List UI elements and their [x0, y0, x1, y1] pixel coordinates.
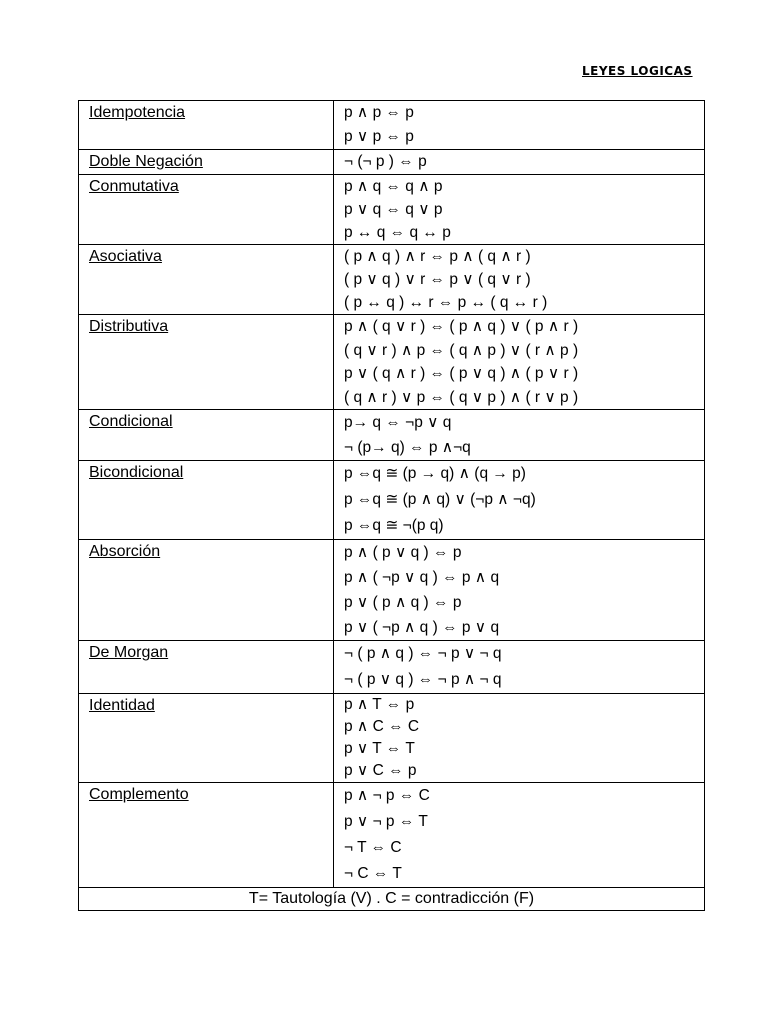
law-rule: p ∨ ( ¬p ∧ q ) ⇔ p ∨ q [344, 619, 500, 636]
law-rule: p ∧ p ⇔ p [344, 104, 414, 121]
law-row [79, 461, 705, 540]
law-rule: p ∧ T ⇔ p [344, 696, 415, 713]
law-name-cell [79, 150, 334, 175]
law-rule: p ∨ q ⇔ q ∨ p [344, 201, 443, 218]
law-rule: p ∧ ( q ∨ r ) ⇔ ( p ∧ q ) ∨ ( p ∧ r ) [344, 318, 579, 335]
footer-row [79, 888, 705, 911]
law-rule: p ∨ T ⇔ T [344, 740, 415, 757]
law-name-cell [79, 101, 334, 150]
footer-note: T= Tautología (V) . C = contradicción (F) [79, 888, 705, 911]
law-rule: ( p ↔ q ) ↔ r ⇔ p ↔ ( q ↔ r ) [344, 294, 548, 311]
law-name-cell [79, 315, 334, 410]
law-rule: ¬ (¬ p ) ⇔ p [344, 153, 427, 170]
laws-table [78, 100, 705, 911]
law-rule: p ⇔q ≅ (p ∧ q) ∨ (¬p ∧ ¬q) [344, 491, 536, 508]
law-rules-cell [334, 461, 705, 540]
law-rule: ¬ (p→ q) ⇔ p ∧¬q [344, 439, 471, 456]
law-name-cell [79, 461, 334, 540]
law-name: Complemento [89, 786, 189, 803]
law-rules-cell [334, 783, 705, 888]
law-name-cell [79, 175, 334, 245]
law-rules-cell [334, 150, 705, 175]
law-rule: p ∧ ¬ p ⇔ C [344, 787, 430, 804]
law-rule: p ∨ ¬ p ⇔ T [344, 813, 428, 830]
law-row [79, 694, 705, 783]
law-rule: ¬ ( p ∧ q ) ⇔ ¬ p ∨ ¬ q [344, 645, 502, 662]
law-name-cell [79, 540, 334, 641]
law-rule: ( p ∨ q ) ∨ r ⇔ p ∨ ( q ∨ r ) [344, 271, 531, 288]
law-rule: ( q ∨ r ) ∧ p ⇔ ( q ∧ p ) ∨ ( r ∧ p ) [344, 341, 579, 359]
law-row [79, 410, 705, 461]
law-rule: p ∨ ( q ∧ r ) ⇔ ( p ∨ q ) ∧ ( p ∨ r ) [344, 365, 579, 382]
law-name-cell [79, 410, 334, 461]
law-rule: p ∧ ( ¬p ∨ q ) ⇔ p ∧ q [344, 569, 500, 586]
law-rules-cell [334, 175, 705, 245]
law-rule: ( q ∧ r ) ∨ p ⇔ ( q ∨ p ) ∧ ( r ∨ p ) [344, 388, 579, 406]
law-row [79, 783, 705, 888]
law-rule: p ⇔q ≅ ¬(p q) [344, 517, 444, 534]
law-name: Distributiva [89, 318, 169, 335]
law-name: De Morgan [89, 644, 169, 661]
law-rule: p ∧ q ⇔ q ∧ p [344, 178, 443, 195]
law-rule: p ↔ q ⇔ q ↔ p [344, 224, 451, 241]
law-row [79, 540, 705, 641]
law-row [79, 315, 705, 410]
law-name: Bicondicional [89, 464, 184, 481]
law-rules-cell [334, 315, 705, 410]
law-rule: p ∨ C ⇔ p [344, 762, 417, 779]
law-rules-cell [334, 540, 705, 641]
law-rule: p ∧ ( p ∨ q ) ⇔ p [344, 544, 462, 561]
law-name-cell [79, 641, 334, 694]
law-name-cell [79, 783, 334, 888]
law-rule: ¬ ( p ∨ q ) ⇔ ¬ p ∧ ¬ q [344, 671, 502, 688]
page-title: LEYES LOGICAS [582, 64, 693, 78]
law-name-cell [79, 694, 334, 783]
law-name: Condicional [89, 413, 173, 430]
law-rule: p ∨ p ⇔ p [344, 128, 414, 145]
law-row [79, 641, 705, 694]
law-rule: p ∨ ( p ∧ q ) ⇔ p [344, 594, 462, 611]
law-name-cell [79, 245, 334, 315]
law-name: Asociativa [89, 248, 162, 265]
law-name: Identidad [89, 697, 155, 714]
law-rules-cell [334, 101, 705, 150]
law-name: Doble Negación [89, 153, 203, 170]
law-rule: ¬ C ⇔ T [344, 865, 402, 882]
law-rule: p→ q ⇔ ¬p ∨ q [344, 414, 452, 431]
law-rule: ( p ∧ q ) ∧ r ⇔ p ∧ ( q ∧ r ) [344, 248, 531, 265]
law-rules-cell [334, 245, 705, 315]
law-rules-cell [334, 694, 705, 783]
law-name: Absorción [89, 543, 161, 560]
law-name: Idempotencia [89, 104, 186, 121]
law-rule: p ⇔q ≅ (p → q) ∧ (q → p) [344, 465, 526, 482]
law-row [79, 175, 705, 245]
law-row [79, 101, 705, 150]
law-rule: p ∧ C ⇔ C [344, 718, 420, 735]
law-row [79, 150, 705, 175]
law-name: Conmutativa [89, 178, 179, 195]
law-rule: ¬ T ⇔ C [344, 839, 402, 856]
law-row [79, 245, 705, 315]
law-rules-cell [334, 410, 705, 461]
law-rules-cell [334, 641, 705, 694]
